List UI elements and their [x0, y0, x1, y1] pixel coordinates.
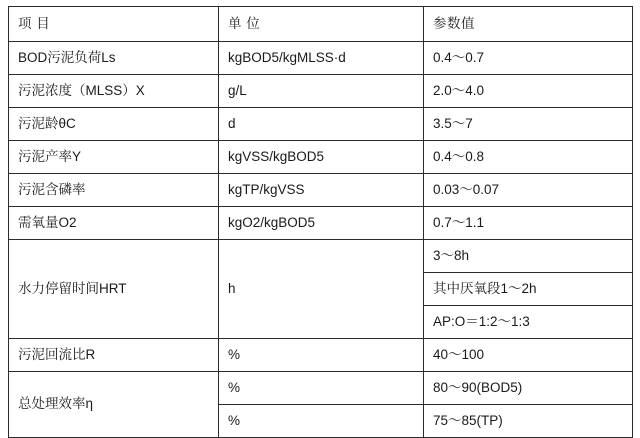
table-row [9, 42, 633, 75]
row-item: BOD污泥负荷Ls [9, 42, 219, 75]
table-row [9, 174, 633, 207]
row-value: 2.0～4.0 [424, 75, 633, 108]
row-value: 0.4～0.8 [424, 141, 633, 174]
row-unit: d [219, 108, 424, 141]
row-unit: h [219, 240, 424, 339]
row-item: 污泥回流比R [9, 339, 219, 372]
row-value: 其中厌氧段1～2h [424, 273, 633, 306]
row-unit: kgTP/kgVSS [219, 174, 424, 207]
column-header-unit: 单 位 [219, 7, 424, 42]
row-value: 0.03～0.07 [424, 174, 633, 207]
row-unit: kgVSS/kgBOD5 [219, 141, 424, 174]
table-header [9, 7, 633, 42]
row-unit: % [219, 372, 424, 405]
row-item: 污泥含磷率 [9, 174, 219, 207]
parameter-table [8, 6, 633, 438]
table-row [9, 75, 633, 108]
row-item: 需氧量O2 [9, 207, 219, 240]
table-row [9, 372, 633, 405]
row-value: 0.4～0.7 [424, 42, 633, 75]
row-value: 75～85(TP) [424, 405, 633, 438]
row-value: 0.7～1.1 [424, 207, 633, 240]
row-item: 污泥浓度（MLSS）X [9, 75, 219, 108]
row-value: 80～90(BOD5) [424, 372, 633, 405]
table-body [9, 42, 633, 438]
table-row [9, 141, 633, 174]
row-value: AP:O＝1:2～1:3 [424, 306, 633, 339]
table-header-row [9, 7, 633, 42]
table-row [9, 339, 633, 372]
row-value: 3.5～7 [424, 108, 633, 141]
row-unit: % [219, 405, 424, 438]
column-header-value: 参数值 [424, 7, 633, 42]
column-header-item: 项 目 [9, 7, 219, 42]
row-unit: kgO2/kgBOD5 [219, 207, 424, 240]
table-row [9, 108, 633, 141]
row-item: 总处理效率η [9, 372, 219, 438]
row-value: 3～8h [424, 240, 633, 273]
row-value: 40～100 [424, 339, 633, 372]
row-unit: kgBOD5/kgMLSS·d [219, 42, 424, 75]
row-unit: g/L [219, 75, 424, 108]
row-item: 水力停留时间HRT [9, 240, 219, 339]
row-item: 污泥龄θC [9, 108, 219, 141]
row-item: 污泥产率Y [9, 141, 219, 174]
table-row [9, 207, 633, 240]
table-row [9, 240, 633, 273]
row-unit: % [219, 339, 424, 372]
